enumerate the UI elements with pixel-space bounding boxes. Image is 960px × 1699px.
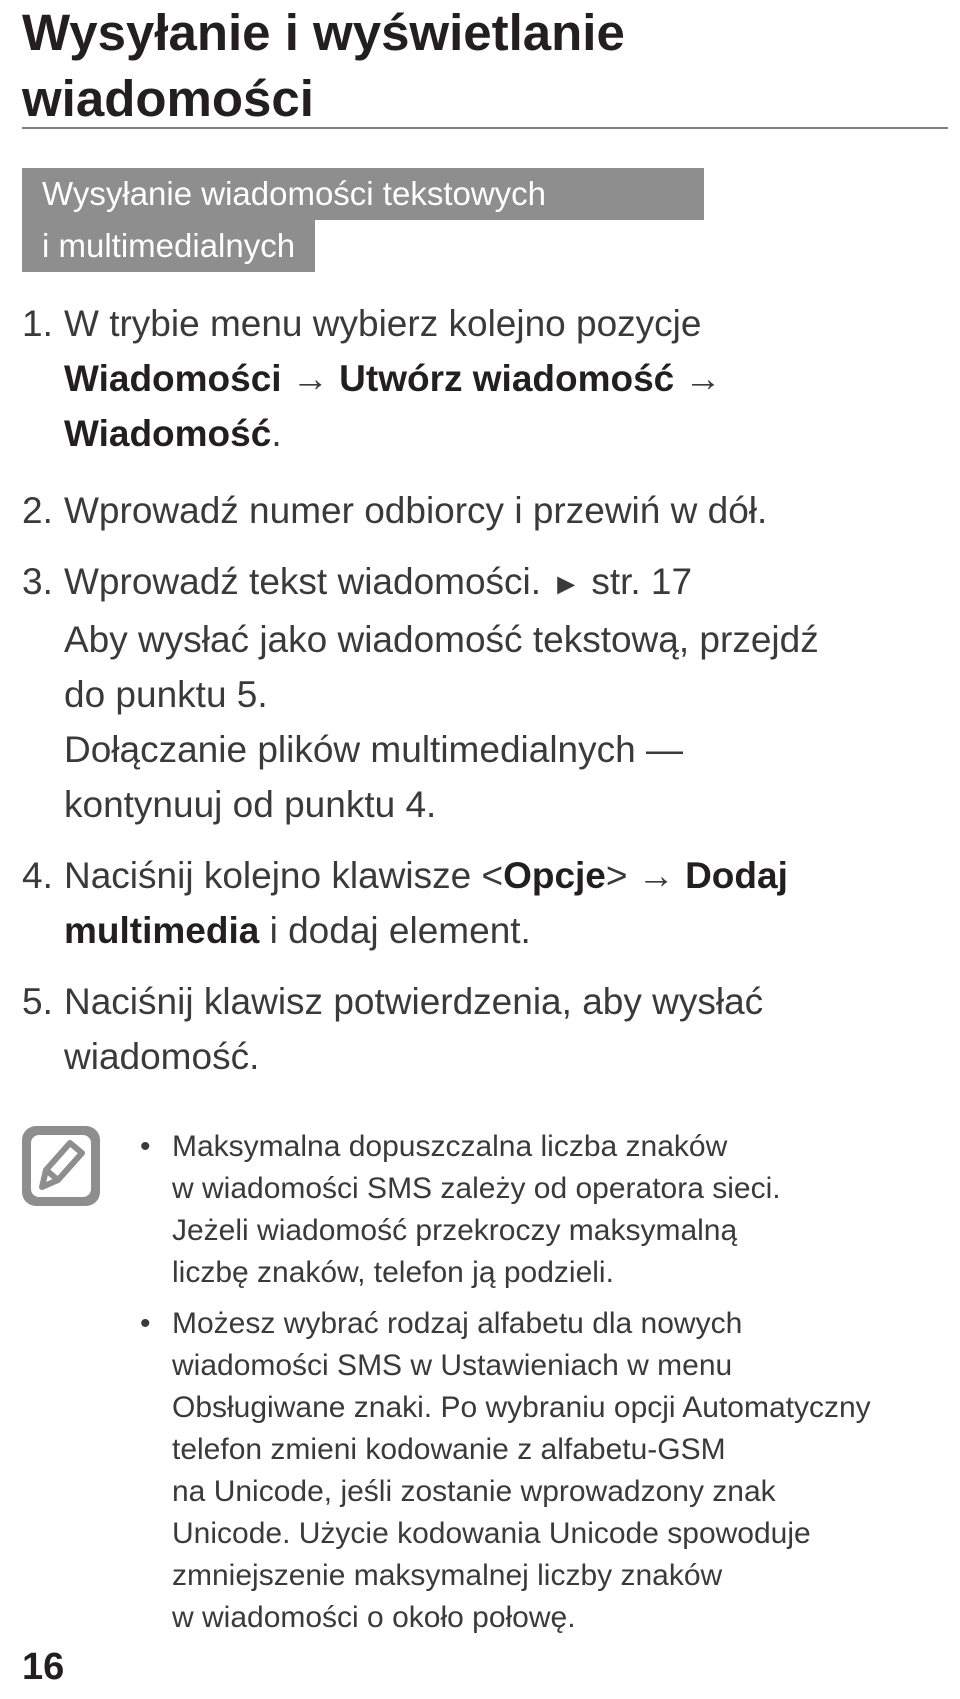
step-text: Naciśnij kolejno klawisze < — [64, 855, 504, 896]
path-arrow: → — [674, 358, 722, 399]
page-number: 16 — [22, 1646, 65, 1688]
reference-arrow-icon: ► — [551, 568, 582, 601]
note-item — [122, 1126, 942, 1294]
menu-path-message: Wiadomość — [64, 413, 272, 454]
step-number: 3. — [22, 561, 53, 602]
page-title-line1: Wysyłanie i wyświetlanie — [22, 4, 625, 61]
note-line: Maksymalna dopuszczalna liczba znaków — [172, 1130, 728, 1163]
note-line: w wiadomości SMS zależy od operatora sieci. — [172, 1172, 781, 1205]
steps-list — [22, 296, 922, 1084]
step-5 — [22, 974, 922, 1084]
step-3 — [22, 554, 922, 832]
note-line: Możesz wybrać rodzaj alfabetu dla nowych — [172, 1307, 743, 1340]
step-number: 4. — [22, 855, 53, 896]
note-line: na Unicode, jeśli zostanie wprowadzony znak — [172, 1475, 776, 1508]
note-line: telefon zmieni kodowanie z alfabetu-GSM — [172, 1433, 726, 1466]
note-line: w wiadomości o około połowę. — [172, 1601, 576, 1634]
note-line: wiadomości SMS w Ustawieniach w menu — [172, 1349, 733, 1382]
menu-add: Dodaj — [685, 855, 788, 896]
step-note-line: Aby wysłać jako wiadomość tekstową, przejdź — [64, 619, 819, 660]
section-heading-line1: Wysyłanie wiadomości tekstowych — [22, 168, 704, 220]
step-text: i dodaj element. — [259, 910, 531, 951]
menu-path-create-message: Utwórz wiadomość — [339, 358, 675, 399]
bullet: • — [140, 1307, 151, 1340]
step-text: Naciśnij klawisz potwierdzenia, aby wysłać — [64, 981, 764, 1022]
note-line: Obsługiwane znaki. Po wybraniu opcji Automatyczny — [172, 1391, 871, 1424]
step-text: > → — [605, 855, 686, 896]
step-number: 2. — [22, 490, 53, 531]
pencil-note-icon — [20, 1124, 102, 1208]
step-4 — [22, 848, 922, 958]
note-line: Jeżeli wiadomość przekroczy maksymalną — [172, 1214, 738, 1247]
step-text: Wprowadź numer odbiorcy i przewiń w dół. — [64, 490, 768, 531]
title-divider — [22, 127, 948, 129]
notes-list — [122, 1126, 942, 1648]
step-number: 1. — [22, 303, 53, 344]
step-text: wiadomość. — [64, 1036, 260, 1077]
bullet: • — [140, 1130, 151, 1163]
step-note-line: Dołączanie plików multimedialnych — — [64, 729, 683, 770]
step-text: Wprowadź tekst wiadomości. — [64, 561, 542, 602]
menu-path-messages: Wiadomości — [64, 358, 282, 399]
note-item — [122, 1303, 942, 1639]
note-line: Unicode. Użycie kodowania Unicode spowoduje — [172, 1517, 811, 1550]
step-number: 5. — [22, 981, 53, 1022]
step-note-line: do punktu 5. — [64, 674, 268, 715]
step-note-line: kontynuuj od punktu 4. — [64, 784, 437, 825]
menu-multimedia: multimedia — [64, 910, 260, 951]
section-heading — [22, 168, 704, 272]
path-arrow: → — [281, 358, 340, 399]
note-line: zmniejszenie maksymalnej liczby znaków — [172, 1559, 723, 1592]
step-end: . — [271, 413, 282, 454]
key-options: Opcje — [503, 855, 606, 896]
note-line: liczbę znaków, telefon ją podzieli. — [172, 1256, 614, 1289]
page-title — [22, 0, 922, 132]
step-text: W trybie menu wybierz kolejno pozycje — [64, 303, 702, 344]
page-title-line2: wiadomości — [22, 70, 314, 127]
step-1 — [22, 296, 922, 461]
section-heading-line2: i multimedialnych — [22, 220, 315, 272]
step-2 — [22, 483, 922, 538]
page-reference: str. 17 — [591, 561, 693, 602]
